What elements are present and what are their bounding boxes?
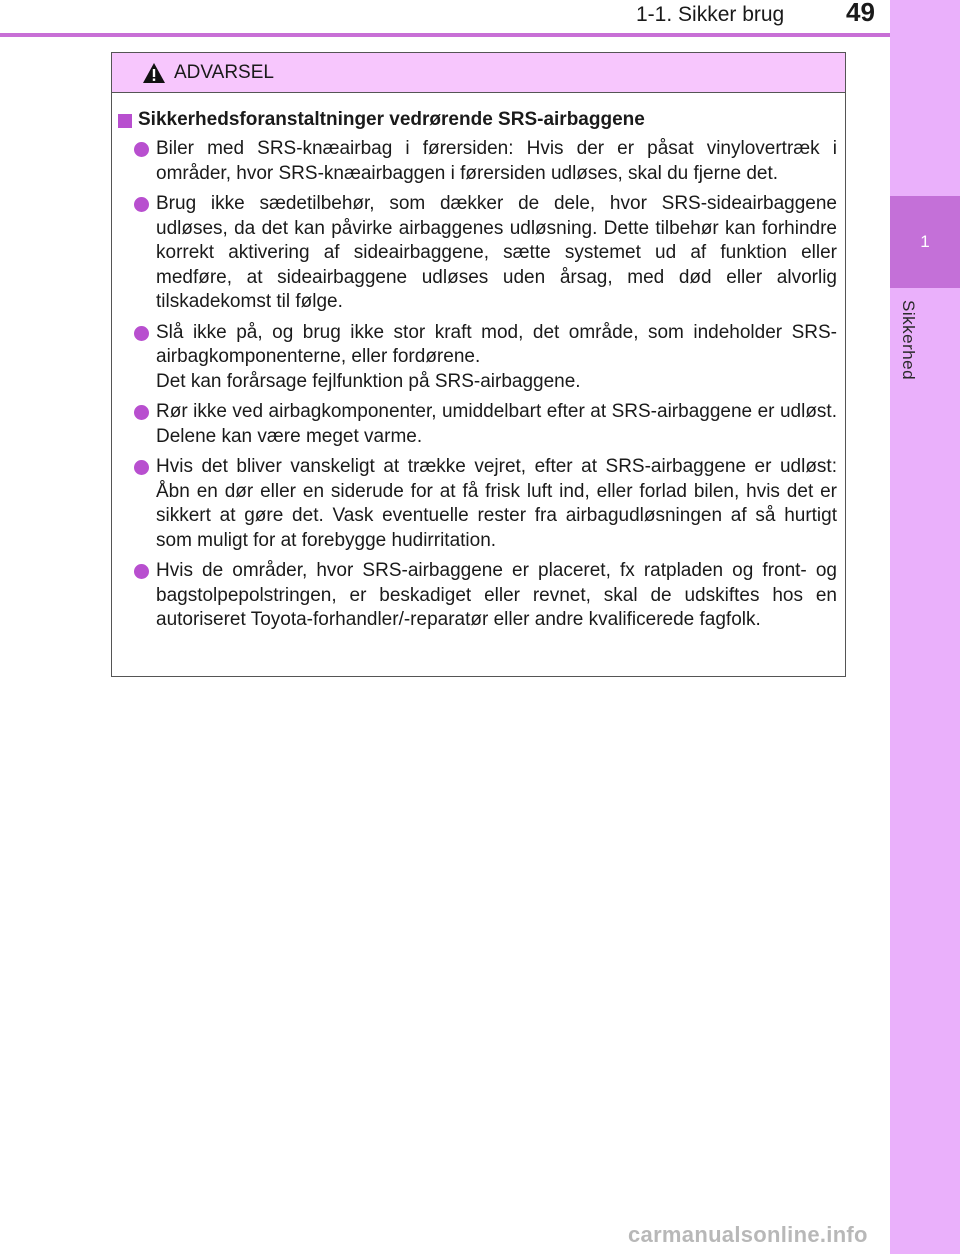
list-item	[118, 137, 837, 186]
section-title: 1-1. Sikker brug	[636, 3, 785, 26]
bullet-list	[118, 137, 837, 633]
header-rule	[0, 33, 890, 37]
topic-text: Sikkerhedsforanstaltninger vedrørende SRS-airbaggene	[138, 109, 645, 130]
circle-bullet-icon	[134, 460, 149, 475]
bullet-text: Hvis det bliver vanskeligt at trække vejret, efter at SRS-airbaggene er udløst: Åbn en dør eller en siderude for at få frisk luft ind, eller forlad bilen, hvis det er sikkert at gøre det. Vask eventuelle rester fra airbagudløsningen af så hurtigt som muligt for at forebygge hudirritation.	[156, 456, 837, 551]
bullet-text: Slå ikke på, og brug ikke stor kraft mod, det område, som indeholder SRS-airbagkomponenterne, eller fordørene.	[156, 321, 837, 367]
list-item	[118, 559, 837, 633]
warning-triangle-icon	[142, 62, 166, 84]
square-bullet-icon	[118, 114, 132, 128]
warning-title: ADVARSEL	[174, 61, 274, 83]
chapter-number: 1	[920, 232, 930, 251]
circle-bullet-icon	[134, 326, 149, 341]
bullet-text: Brug ikke sædetilbehør, som dækker de dele, hvor SRS-sideairbaggene udløses, da det kan påvirke airbaggenes udløsning. Dette tilbehør kan forhindre korrekt aktivering af sideairbaggene, sætte systemet ud af funktion eller medføre, at sideairbaggene udløses uden årsag, med død eller alvorlig tilskadekomst til følge.	[156, 193, 837, 312]
bullet-text: Rør ikke ved airbagkomponenter, umiddelbart efter at SRS-airbaggene er udløst. Delene kan være meget varme.	[156, 401, 837, 447]
page-number: 49	[846, 0, 875, 27]
watermark: carmanualsonline.info	[628, 1222, 868, 1247]
list-item	[118, 321, 837, 395]
warning-body	[112, 93, 845, 633]
topic-heading	[118, 109, 837, 131]
list-item	[118, 400, 837, 449]
circle-bullet-icon	[134, 564, 149, 579]
bullet-text: Hvis de områder, hvor SRS-airbaggene er placeret, fx ratpladen og front- og bagstolpepolstringen, er beskadiget eller revnet, skal de udskiftes hos en autoriseret Toyota-forhandler/-reparatør eller andre kvalificerede fagfolk.	[156, 560, 837, 630]
chapter-tab[interactable]	[890, 196, 960, 288]
circle-bullet-icon	[134, 142, 149, 157]
list-item	[118, 192, 837, 315]
bullet-text: Biler med SRS-knæairbag i førersiden: Hvis der er påsat vinylovertræk i områder, hvor SRS-knæairbaggen i førersiden udløses, skal du fjerne det.	[156, 138, 837, 184]
warning-box	[111, 52, 846, 677]
list-item	[118, 455, 837, 553]
warning-header	[112, 53, 845, 93]
side-tab	[890, 0, 960, 1254]
circle-bullet-icon	[134, 405, 149, 420]
circle-bullet-icon	[134, 197, 149, 212]
bullet-extra-text: Det kan forårsage fejlfunktion på SRS-airbaggene.	[156, 370, 581, 392]
chapter-label: Sikkerhed	[899, 300, 918, 381]
